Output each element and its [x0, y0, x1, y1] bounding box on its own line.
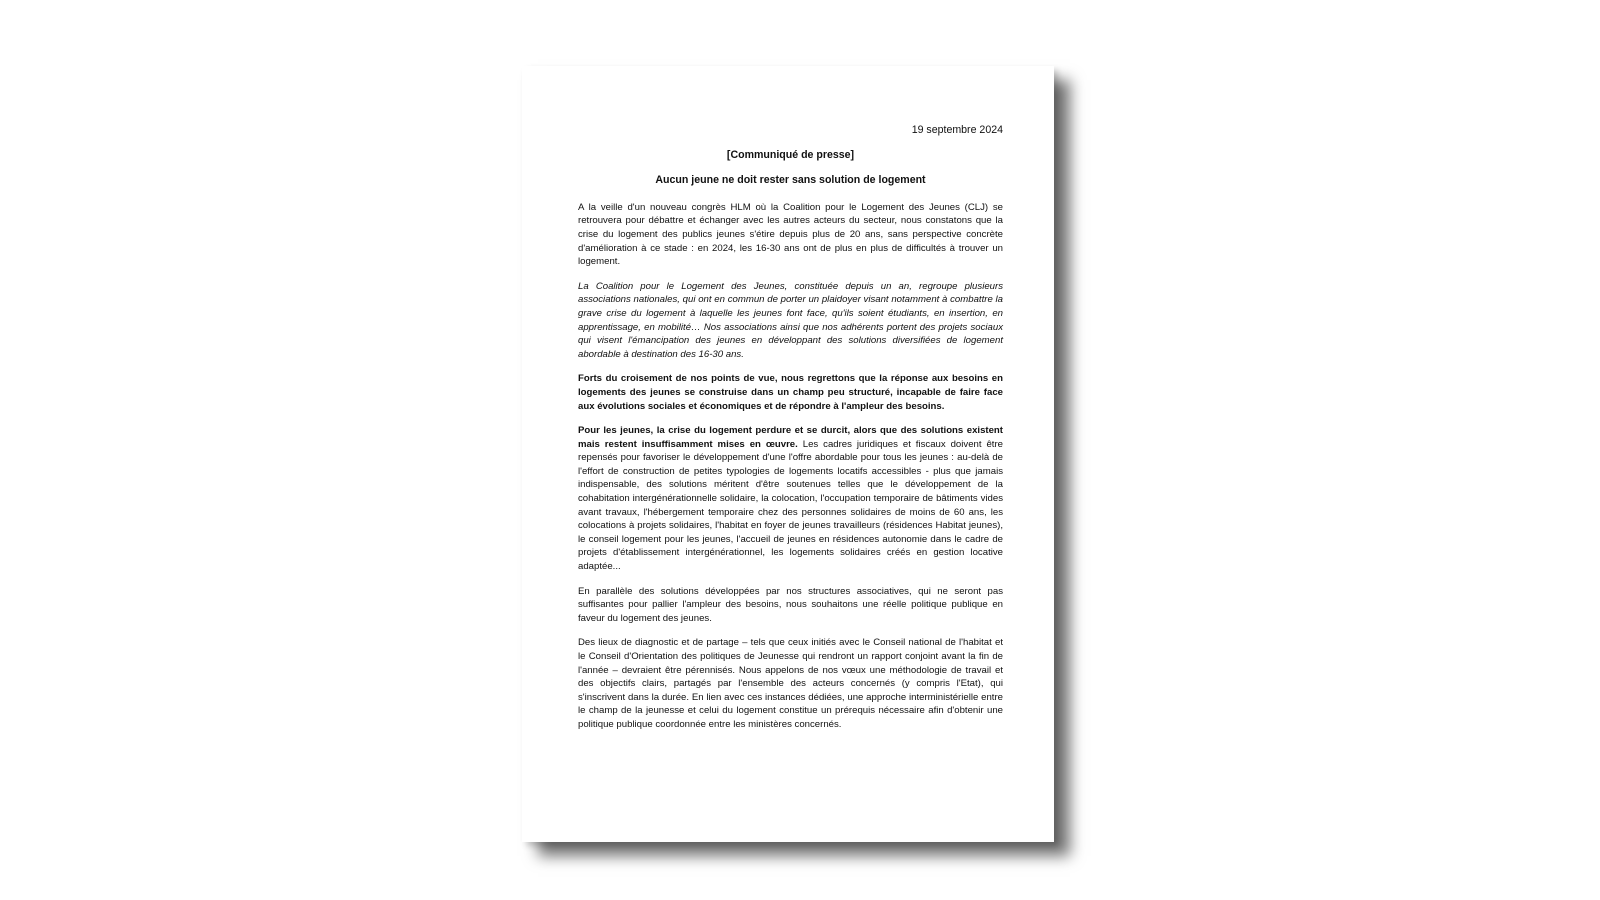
paragraph-solutions	[578, 424, 1003, 574]
document-date: 19 septembre 2024	[911, 124, 1003, 136]
paragraph-intro: A la veille d'un nouveau congrès HLM où la Coalition pour le Logement des Jeunes (CLJ) se retrouvera pour débattre et échanger avec les autres acteurs du secteur, nous constatons que la crise du logement des publics jeunes s'étire depuis plus de 20 ans, sans perspective concrète d'amélioration à ce stade : en 2024, les 16-30 ans ont de plus en plus de difficultés à trouver un logement.	[578, 201, 1003, 268]
paragraph-diagnostic: Des lieux de diagnostic et de partage – tels que ceux initiés avec le Conseil national de l'habitat et le Conseil d'Orientation des politiques de Jeunesse qui rendront un rapport conjoint avant la fin de l'année – devraient être pérennisés. Nous appelons de nos vœux une méthodologie de travail et des objectifs clairs, partagés par l'ensemble des acteurs concernés (y compris l'Etat), qui s'inscrivent dans la durée. En lien avec ces instances dédiées, une approche interministérielle entre le champ de la jeunesse et celui du logement constitue un prérequis nécessaire afin d'obtenir une politique publique coordonnée entre les ministères concernés.	[578, 637, 1003, 730]
paragraph-solutions-body: Les cadres juridiques et fiscaux doivent être repensés pour favoriser le développement d'une l'offre abordable pour tous les jeunes : au-delà de l'effort de construction de petites typologies de logements locatifs accessibles - plus que jamais indispensable, des solutions méritent d'être soutenues telles que le développement de la cohabitation intergénérationnelle solidaire, la colocation, l'occupation temporaire de bâtiments vides avant travaux, l'hébergement temporaire chez des personnes solidaires de moins de 60 ans, les colocations à projets solidaires, l'habitat en foyer de jeunes travailleurs (résidences Habitat jeunes), le conseil logement pour les jeunes, l'accueil de jeunes en résidences autonomie dans le cadre de projets d'établissement intergénérationnel, les logements solidaires créés en gestion locative adaptée...	[578, 438, 1003, 573]
document-page	[522, 66, 1054, 842]
paragraph-regret: Forts du croisement de nos points de vue, nous regrettons que la réponse aux besoins en logements des jeunes se construise dans un champ peu structuré, incapable de faire face aux évolutions sociales et économiques et de répondre à l'ampleur des besoins.	[578, 373, 1003, 412]
paragraph-solutions-lead: Pour les jeunes, la crise du logement perdure et se durcit, alors que des solutions existent mais restent insuffisamment mises en œuvre.	[578, 425, 1003, 450]
paragraph-coalition: La Coalition pour le Logement des Jeunes, constituée depuis un an, regroupe plusieurs associations nationales, qui ont en commun de porter un plaidoyer visant notamment à combattre la grave crise du logement à laquelle les jeunes font face, qu'ils soient étudiants, en insertion, en apprentissage, en mobilité… Nos associations ainsi que nos adhérents portent des projets sociaux qui visent l'émancipation des jeunes en développant des solutions diversifiées de logement abordable à destination des 16-30 ans.	[578, 280, 1003, 360]
press-release-label: [Communiqué de presse]	[726, 148, 855, 161]
paragraph-public-policy: En parallèle des solutions développées par nos structures associatives, qui ne seront pas suffisantes pour pallier l'ampleur des besoins, nous souhaitons une réelle politique publique en faveur du logement des jeunes.	[578, 585, 1003, 624]
document-headline: Aucun jeune ne doit rester sans solution de logement	[655, 174, 926, 187]
page-content	[578, 124, 1003, 743]
